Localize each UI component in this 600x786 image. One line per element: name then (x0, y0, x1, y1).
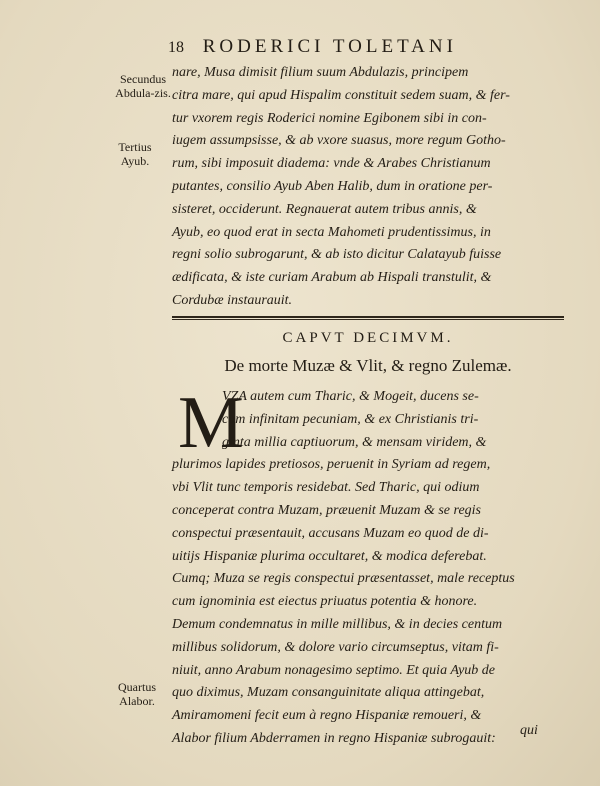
text-line: quo diximus, Muzam consanguinitate aliqua attingebat, (172, 685, 485, 701)
margin-note-tertius: Tertius Ayub. (118, 140, 152, 168)
text-line: tur vxorem regis Roderici nomine Egibonem sibi in con- (172, 110, 487, 126)
text-line: sisteret, occiderunt. Regnauerat autem tribus annis, & (172, 201, 477, 217)
text-line: ædificata, & iste curiam Arabum ab Hispali transtulit, & (172, 270, 492, 286)
text-line: cum ignominia est eiectus priuatus potentia & honore. (172, 594, 478, 610)
running-title: RODERICI TOLETANI (202, 36, 457, 57)
text-line: conceperat contra Muzam, præuenit Muzam & se regis (172, 502, 481, 518)
text-line: Demum condemnatus in mille millibus, & in decies centum (172, 616, 503, 632)
page-number: 18 (168, 39, 184, 56)
text-line: Alabor filium Abderramen in regno Hispaniæ subrogauit: (172, 730, 496, 746)
text-line: cum infinitam pecuniam, & ex Christianis tri- (222, 411, 479, 427)
text-line: rum, sibi imposuit diadema: vnde & Arabes Christianum (172, 156, 491, 172)
body-text-top (172, 62, 564, 313)
text-line: uitijs Hispaniæ plurima occultaret, & modica deferebat. (172, 548, 487, 564)
margin-note-secundus: Secundus Abdula-zis. (115, 72, 171, 100)
drop-cap: M (178, 382, 244, 464)
chapter-title: CAPVT DECIMVM. (282, 330, 454, 346)
text-line: Amiramomeni fecit eum à regno Hispaniæ remoueri, & (172, 708, 482, 724)
chapter-subtitle: De morte Muzæ & Vlit, & regno Zulemæ. (224, 356, 512, 375)
margin-note-quartus: Quartus Alabor. (118, 680, 156, 708)
text-line: vbi Vlit tunc temporis residebat. Sed Tharic, qui odium (172, 480, 480, 496)
text-line: plurimos lapides pretiosos, peruenit in Syriam ad regem, (172, 457, 491, 473)
text-line: Ayub, eo quod erat in secta Mahometi prudentissimus, in (172, 224, 491, 240)
text-line: ginta millia captiuorum, & mensam viridem, & (222, 434, 487, 450)
text-line: millibus solidorum, & dolore vario circumseptus, vitam fi- (172, 639, 499, 655)
text-line: Cumq; Muza se regis conspectui præsentasset, male receptus (172, 571, 515, 587)
catchword: qui (520, 723, 538, 738)
text-line: putantes, consilio Ayub Aben Halib, dum in oratione per- (172, 178, 493, 194)
text-line: regni solio subrogarunt, & ab isto dicitur Calatayub fuisse (172, 247, 502, 263)
section-divider (172, 316, 564, 320)
chapter-text-indented (222, 386, 564, 454)
text-line: Cordubæ instaurauit. (172, 292, 293, 308)
chapter-text (172, 454, 564, 750)
text-line: nare, Musa dimisit filium suum Abdulazis, principem (172, 65, 469, 80)
text-line: VZA autem cum Tharic, & Mogeit, ducens se- (222, 389, 479, 404)
text-line: niuit, anno Arabum nonagesimo septimo. Et quia Ayub de (172, 662, 496, 678)
page-header (168, 36, 548, 58)
text-line: citra mare, qui apud Hispalim constituit sedem suam, & fer- (172, 87, 510, 103)
text-line: iugem assumpsisse, & ab vxore suasus, more regum Gotho- (172, 133, 506, 149)
text-line: conspectui præsentauit, accusans Muzam eo quod de di- (172, 525, 489, 541)
